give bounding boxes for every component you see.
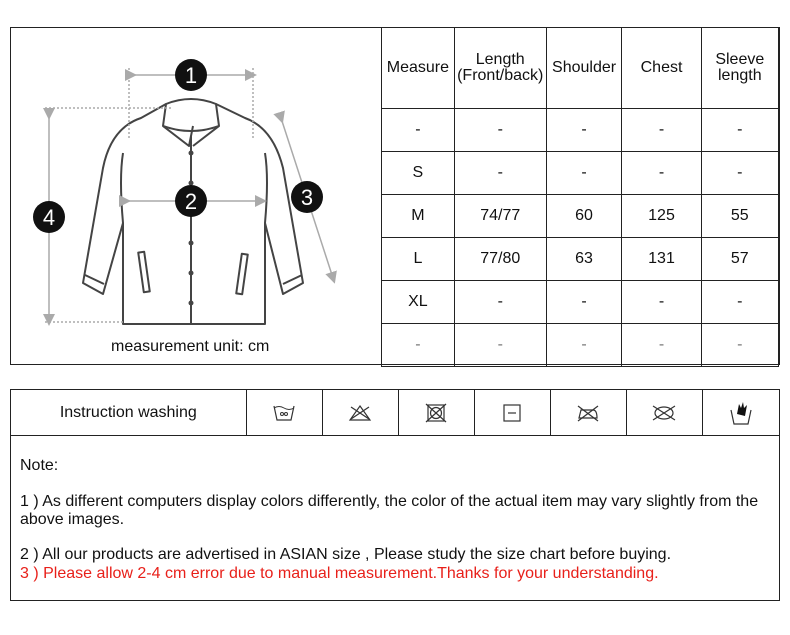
table-cell: - [546, 281, 622, 324]
table-cell: - [622, 281, 701, 324]
table-cell: M [382, 195, 455, 238]
table-cell: XL [382, 281, 455, 324]
table-cell: 131 [622, 238, 701, 281]
header-chest: Chest [622, 28, 701, 109]
table-cell: - [382, 324, 455, 367]
table-cell: - [622, 152, 701, 195]
table-cell: - [454, 109, 546, 152]
marker-4 [33, 201, 65, 233]
size-chart-section [10, 27, 780, 365]
no-iron-icon [576, 404, 600, 422]
header-shoulder: Shoulder [546, 28, 622, 109]
marker-1 [175, 59, 207, 91]
wash-cell [551, 390, 627, 435]
table-row [382, 195, 779, 238]
note-title: Note: [20, 457, 59, 474]
table-row [382, 281, 779, 324]
table-row [382, 324, 779, 367]
table-row [382, 238, 779, 281]
table-cell: 125 [622, 195, 701, 238]
marker-3 [291, 181, 323, 213]
table-cell: - [701, 152, 778, 195]
note-line-3: 3 ) Please allow 2-4 cm error due to manual measurement.Thanks for your understanding. [20, 565, 659, 582]
table-cell: S [382, 152, 455, 195]
table-cell: - [701, 324, 778, 367]
no-tumble-dry-icon [425, 403, 447, 423]
no-dry-clean-icon [650, 404, 678, 422]
wash-cell [475, 390, 551, 435]
care-and-notes-section [10, 389, 780, 601]
measurement-unit-label: measurement unit: cm [111, 338, 270, 355]
note-line-1: 1 ) As different computers display colors differently, the color of the actual item may vary slightly from the above images. [20, 493, 759, 528]
table-cell: 57 [701, 238, 778, 281]
table-header-row [382, 28, 779, 109]
wash-cell [247, 390, 323, 435]
marker-2 [175, 185, 207, 217]
wash-cell [703, 390, 779, 435]
table-cell: - [454, 152, 546, 195]
table-cell: - [382, 109, 455, 152]
garment-diagram [11, 28, 381, 364]
table-row [382, 109, 779, 152]
wash-cell [323, 390, 399, 435]
note-line-2: 2 ) All our products are advertised in ASIAN size , Please study the size chart before buying. [20, 546, 672, 563]
table-cell: 77/80 [454, 238, 546, 281]
wash-cell [399, 390, 475, 435]
wash-cell [627, 390, 703, 435]
table-cell: - [546, 109, 622, 152]
table-cell: L [382, 238, 455, 281]
table-cell: - [701, 109, 778, 152]
table-cell: 74/77 [454, 195, 546, 238]
table-row [382, 152, 779, 195]
dry-flat-icon [501, 403, 523, 423]
header-length: Length (Front/back) [454, 28, 546, 109]
table-cell: - [622, 109, 701, 152]
table-cell: - [454, 324, 546, 367]
svg-text:1: 1 [184, 63, 198, 88]
jacket-illustration [11, 28, 381, 364]
table-cell: - [546, 152, 622, 195]
header-measure: Measure [382, 28, 455, 109]
table-cell: 63 [546, 238, 622, 281]
table-cell: 55 [701, 195, 778, 238]
table-cell: - [546, 324, 622, 367]
size-table [381, 27, 779, 367]
table-cell: - [622, 324, 701, 367]
table-cell: - [454, 281, 546, 324]
table-cell: 60 [546, 195, 622, 238]
table-cell: - [701, 281, 778, 324]
wash-30-icon [273, 404, 295, 422]
header-sleeve-length: Sleeve length [701, 28, 778, 109]
washing-label: Instruction washing [11, 390, 247, 435]
svg-text:2: 2 [184, 189, 198, 214]
svg-text:4: 4 [42, 205, 56, 230]
hand-wash-icon [729, 400, 753, 426]
svg-text:3: 3 [300, 185, 314, 210]
washing-instructions-row [11, 390, 779, 436]
no-bleach-icon [348, 404, 372, 422]
